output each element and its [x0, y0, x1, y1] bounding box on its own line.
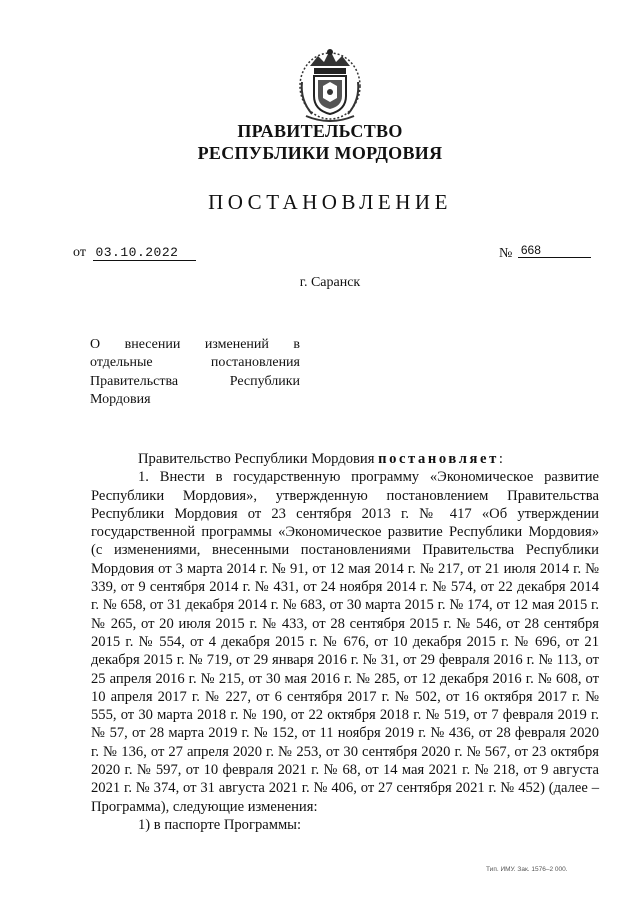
- subject-word: Республики: [229, 373, 300, 389]
- item-1-paragraph: 1. Внести в государственную программу «Экономическое развитие Республики Мордовия», утвержденную постановлением Правительства Республики Мордовия от 23 сентября 2013 г. № 417 «Об утверждении государственной программы «Экономическое развитие Республики Мордовия» (с изменениями, внесенными постановлениями Правительства Республики Мордовия от 3 марта 2014 г. № 91, от 12 мая 2014 г. № 217, от 21 июля 2014 г. № 339, от 9 сентября 2014 г. № 431, от 24 ноября 2014 г. № 574, от 22 декабря 2014 г. № 658, от 31 декабря 2014 г. № 683, от 30 марта 2015 г. № 174, от 12 мая 2015 г. № 265, от 20 июля 2015 г. № 433, от 28 сентября 2015 г. № 546, от 28 сентября 2015 г. № 554, от 4 декабря 2015 г. № 676, от 10 декабря 2015 г. № 696, от 21 декабря 2015 г. № 719, от 29 января 2016 г. № 31, от 29 февраля 2016 г. № 113, от 25 апреля 2016 г. № 215, от 30 мая 2016 г. № 285, от 12 декабря 2016 г. № 608, от 10 апреля 2017 г. № 227, от 6 сентября 2017 г. № 502, от 16 октября 2017 г. № 555, от 30 марта 2018 г. № 190, от 22 октября 2018 г. № 519, от 7 февраля 2019 г. № 57, от 28 марта 2019 г. № 152, от 11 ноября 2019 г. № 436, от 28 февраля 2020 г. № 136, от 27 апреля 2020 г. № 253, от 30 сентября 2020 г. № 567, от 23 октября 2020 г. № 597, от 10 февраля 2021 г. № 68, от 14 мая 2021 г. № 218, от 9 августа 2021 г. № 374, от 31 августа 2021 г. № 406, от 27 сентября 2021 г. № 452) (далее – Программа), следующие изменения:: [91, 469, 599, 815]
- intro-text: Правительство Республики Мордовия: [138, 451, 379, 467]
- document-number: 668: [518, 243, 591, 258]
- subject-word: О: [90, 337, 101, 352]
- document-subject: [90, 336, 300, 409]
- government-title-line2: РЕСПУБЛИКИ МОРДОВИЯ: [197, 143, 443, 163]
- subject-word: в: [293, 337, 300, 352]
- subject-line: [90, 391, 300, 409]
- government-title-line1: ПРАВИТЕЛЬСТВО: [237, 121, 403, 141]
- number-field: [499, 243, 591, 262]
- document-date: 03.10.2022: [93, 245, 196, 261]
- intro-colon: :: [498, 451, 503, 467]
- print-mark: Тип. ИМУ. Зак. 1576–2 000.: [486, 866, 568, 873]
- subitem-1-paragraph: 1) в паспорте Программы:: [138, 816, 302, 833]
- number-prefix: №: [499, 246, 513, 261]
- subject-line: [90, 336, 300, 354]
- subject-word: изменений: [204, 337, 269, 352]
- subject-word: внесении: [124, 337, 181, 352]
- intro-verb: постановляет: [378, 451, 499, 467]
- subject-word: Правительства: [90, 373, 179, 389]
- subject-line: [90, 354, 300, 372]
- document-body: [91, 450, 599, 834]
- coat-of-arms-emblem: [296, 42, 364, 122]
- subject-line: [90, 373, 300, 391]
- date-field: [73, 245, 196, 261]
- city-name: г. Саранск: [299, 275, 361, 290]
- subject-word: Мордовия: [90, 391, 151, 407]
- date-prefix: от: [73, 245, 86, 260]
- subject-word: постановления: [210, 355, 300, 371]
- intro-paragraph: [91, 450, 599, 468]
- subject-word: отдельные: [90, 355, 153, 371]
- document-type: ПОСТАНОВЛЕНИЕ: [208, 190, 452, 214]
